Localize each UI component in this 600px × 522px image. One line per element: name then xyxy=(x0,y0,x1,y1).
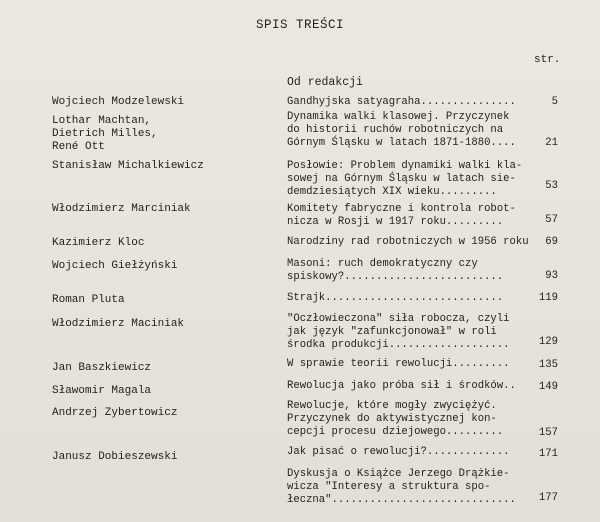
entry-author: Stanisław Michalkiewicz xyxy=(52,160,204,172)
page-title: SPIS TREŚCI xyxy=(255,18,344,32)
entry-page: 5 xyxy=(551,96,558,108)
entry-title-text: Strajk............................ xyxy=(287,292,504,304)
entry-title-text: Gandhyjska satyagraha............... xyxy=(287,96,516,108)
entry-author: Janusz Dobieszewski xyxy=(52,451,178,463)
entry-title xyxy=(287,111,557,150)
entry-page: 53 xyxy=(545,180,558,192)
entry-author: Jan Baszkiewicz xyxy=(52,362,152,374)
entry-title-text: Posłowie: Problem dynamiki walki kla- sowej na Górnym Śląsku w latach sie- demdziesiątych XIX wieku......... xyxy=(287,160,523,198)
entry-title xyxy=(287,468,557,507)
entry-author: Włodzimierz Maciniak xyxy=(52,318,185,330)
entry-page: 149 xyxy=(538,381,558,393)
entry-page: 135 xyxy=(538,359,558,371)
entry-title-text: W sprawie teorii rewolucji......... xyxy=(287,358,510,370)
entry-title-text: Komitety fabryczne i kontrola robot- nicza w Rosji w 1917 roku......... xyxy=(287,203,516,228)
entry-title-text: Dyskusja o Książce Jerzego Drążkie- wicza "Interesy a struktura spo- łeczna"............................. xyxy=(287,468,516,506)
entry-title xyxy=(287,236,557,249)
entry-title xyxy=(287,380,557,393)
entry-title-text: Dynamika walki klasowej. Przyczynek do historii ruchów robotniczych na Górnym Śląsku w latach 1871-1880.... xyxy=(287,111,516,149)
entry-page: 129 xyxy=(538,336,558,348)
entry-title-text: Jak pisać o rewolucji?............. xyxy=(287,446,510,458)
entry-author: Lothar Machtan, Dietrich Milles, René Ott xyxy=(52,115,158,153)
entry-page: 119 xyxy=(538,292,558,304)
entry-title xyxy=(287,446,557,459)
entry-author: Wojciech Modzelewski xyxy=(52,96,185,108)
entry-page: 93 xyxy=(545,270,558,282)
entry-page: 171 xyxy=(538,448,558,460)
entry-page: 177 xyxy=(538,492,558,504)
entry-page: 57 xyxy=(545,214,558,226)
entry-title xyxy=(287,400,557,439)
entry-title-text: Rewolucja jako próba sił i środków.. xyxy=(287,380,516,392)
entry-title xyxy=(287,203,557,229)
entry-title xyxy=(287,160,557,199)
entry-title xyxy=(287,358,557,371)
entry-author: Wojciech Giełżyński xyxy=(52,260,178,272)
entry-page: 21 xyxy=(545,137,558,149)
entry-author: Andrzej Zybertowicz xyxy=(52,407,178,419)
entry-page: 157 xyxy=(538,427,558,439)
entry-title xyxy=(287,258,557,284)
entry-title-text: Rewolucje, które mogły zwyciężyć. Przyczynek do aktywistycznej kon- cepcji procesu dziejowego......... xyxy=(287,400,504,438)
entry-page: 69 xyxy=(545,236,558,248)
editorial-entry: Od redakcji xyxy=(287,76,363,89)
entry-author: Sławomir Magala xyxy=(52,385,152,397)
entry-title-text: "Oczłowieczona" siła robocza, czyli jak język "zafunkcjonował" w roli środka produkcji................... xyxy=(287,313,510,351)
entry-title-text: Narodziny rad robotniczych w 1956 roku xyxy=(287,236,529,248)
entry-author: Roman Pluta xyxy=(52,294,125,306)
entry-title xyxy=(287,313,557,352)
page-column-label: str. xyxy=(534,54,561,66)
entry-title-text: Masoni: ruch demokratyczny czy spiskowy?......................... xyxy=(287,258,504,283)
entry-author: Włodzimierz Marciniak xyxy=(52,203,191,215)
entry-title xyxy=(287,292,557,305)
entry-author: Kazimierz Kloc xyxy=(52,237,145,249)
entry-title xyxy=(287,96,557,109)
